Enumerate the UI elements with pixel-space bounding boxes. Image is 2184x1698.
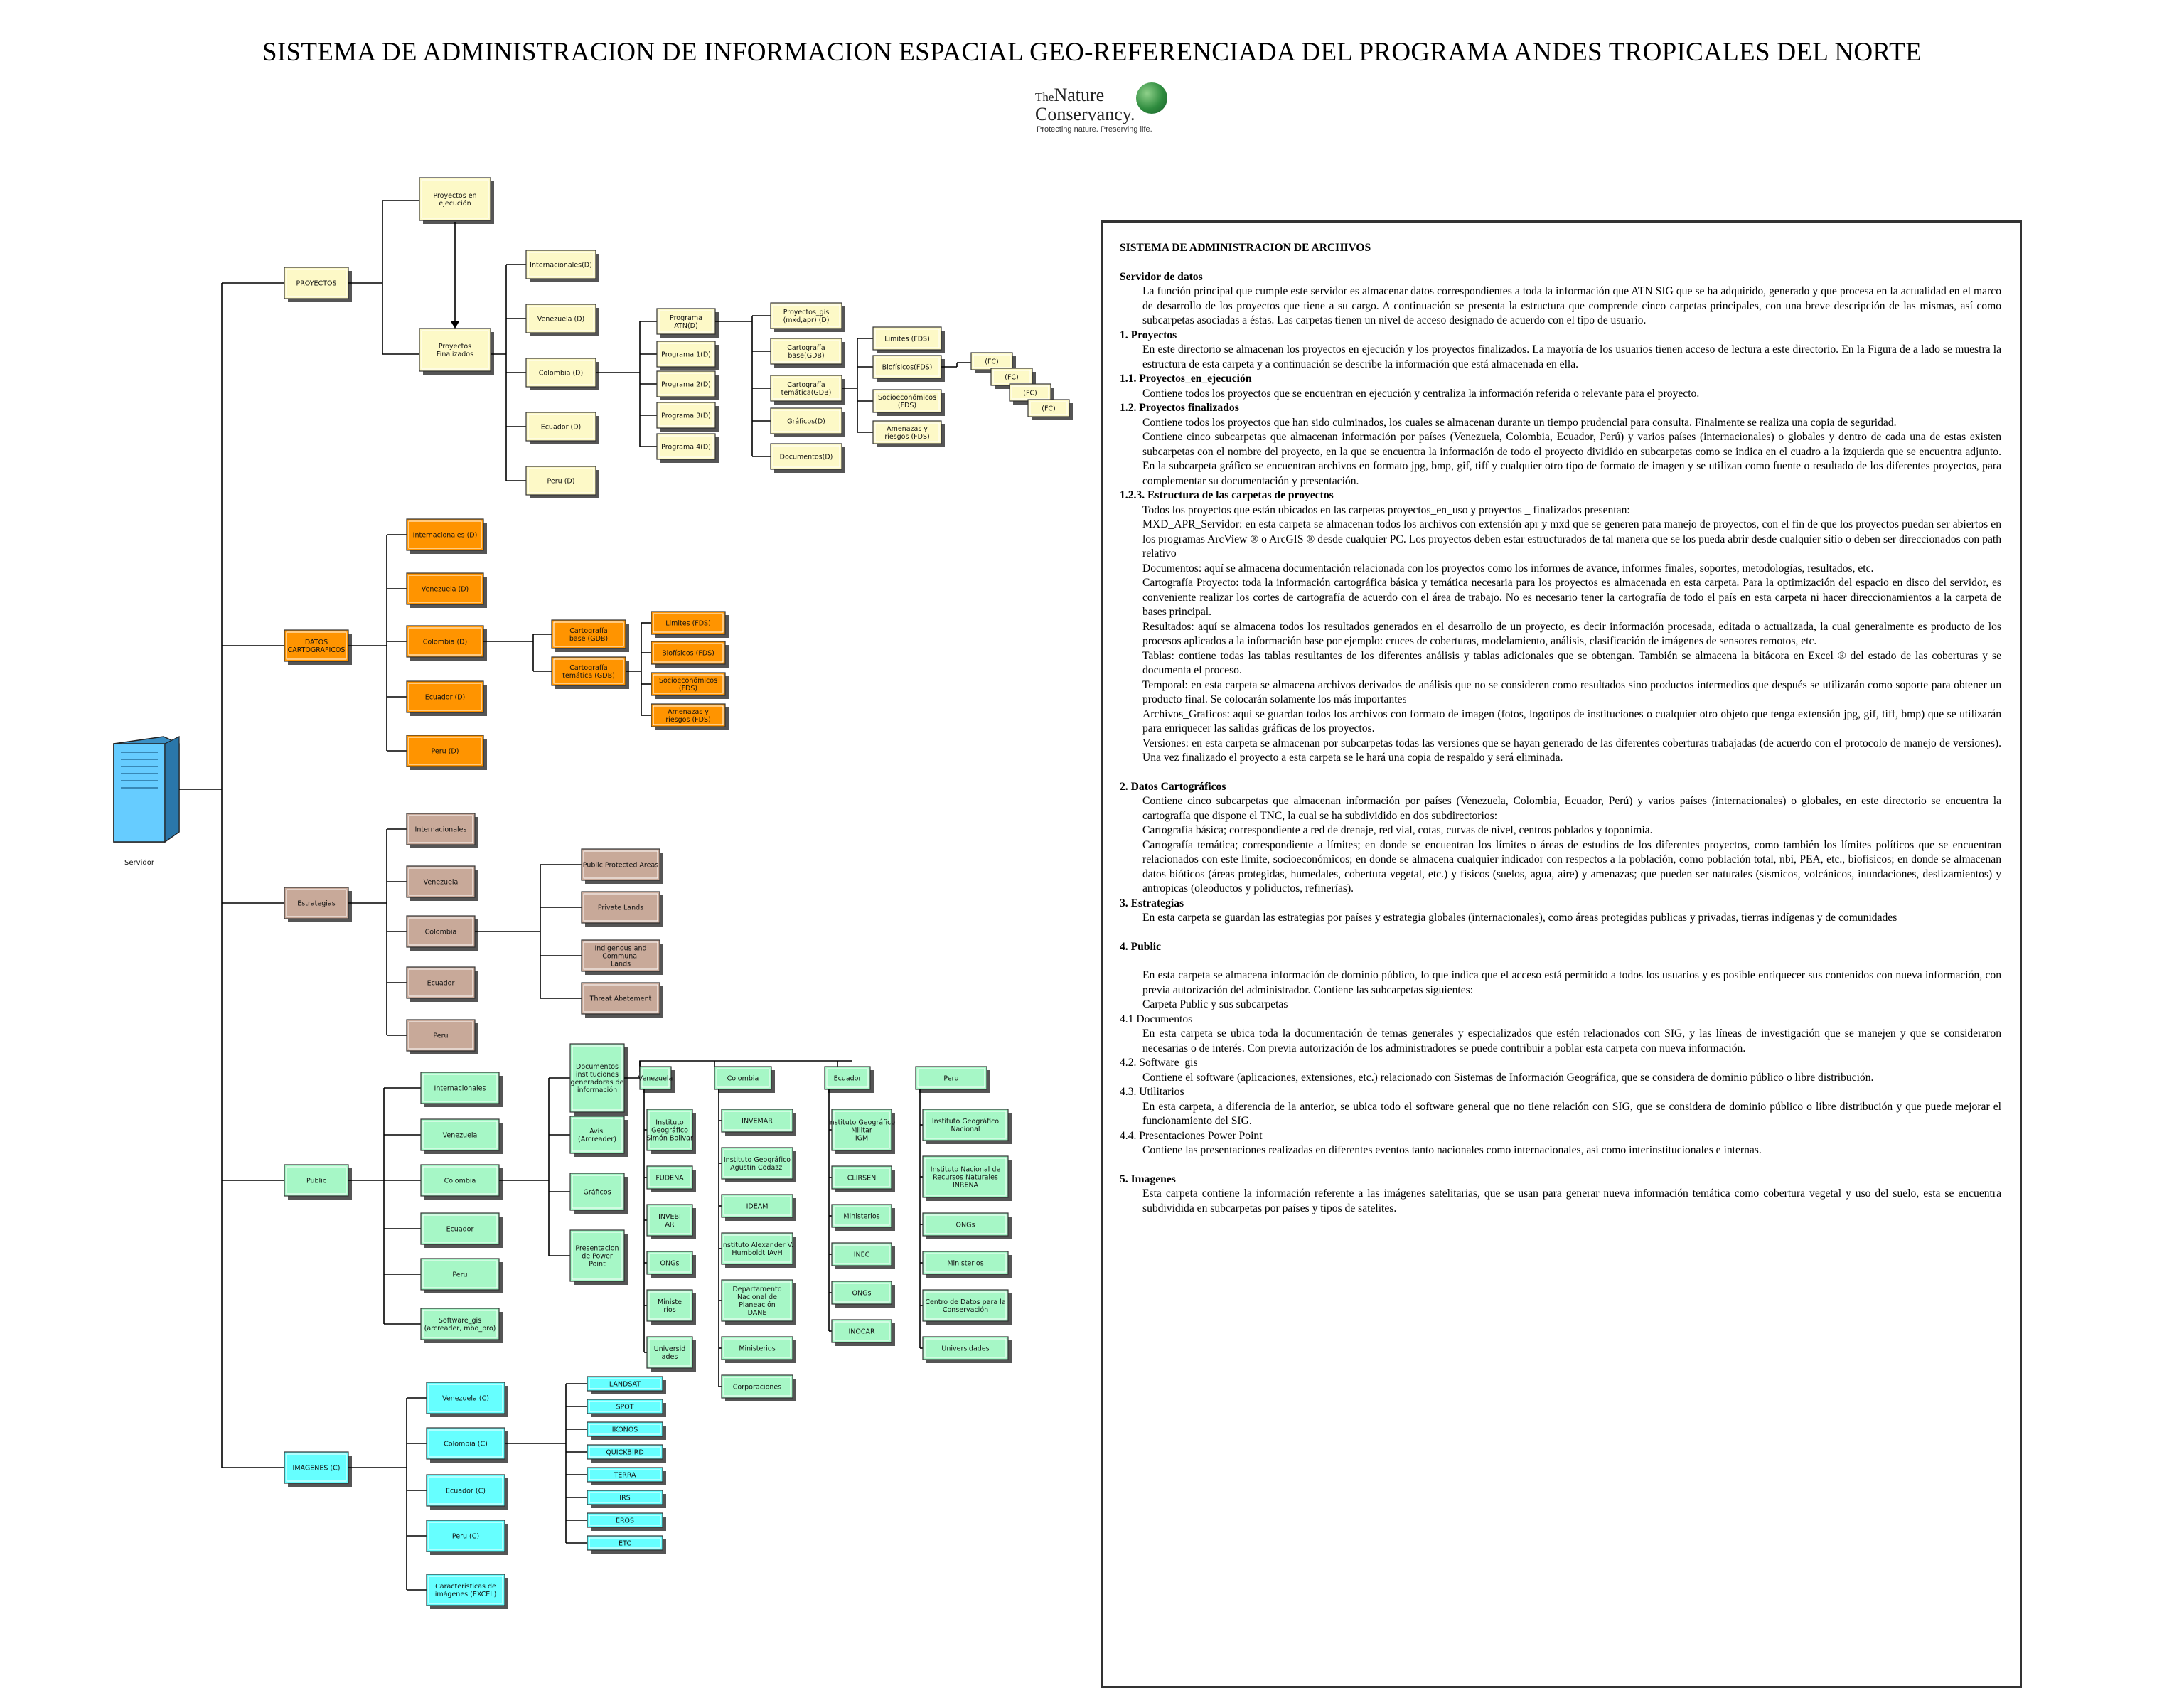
folder-label: (FC) (1023, 389, 1037, 397)
folder-label: Venezuela (442, 1131, 478, 1140)
folder-label: Departamento (732, 1286, 782, 1293)
folder-label: Programa 4(D) (661, 443, 711, 452)
tematica-folder[interactable] (651, 641, 729, 668)
folder-label: (FDS) (678, 685, 698, 693)
folder-label: Public (306, 1177, 327, 1185)
folder-label: Finalizados (436, 351, 474, 358)
panel-paragraph: Carpeta Public y sus subcarpetas (1142, 998, 1288, 1010)
folder-proyectos-finalizados[interactable] (419, 329, 494, 375)
public-doc-folder[interactable] (570, 1116, 628, 1157)
public-peru-item[interactable] (923, 1109, 1012, 1144)
folder-label: Limites (FDS) (884, 335, 930, 343)
panel-paragraph (1120, 766, 2001, 780)
folder-label: Centro de Datos para la (925, 1298, 1006, 1306)
folder-label: instituciones (575, 1071, 619, 1079)
satellite-folder[interactable] (587, 1377, 666, 1394)
folder-label: ONGs (852, 1289, 872, 1298)
folder-label: Communal (602, 952, 639, 961)
estrategia-folder[interactable] (582, 892, 663, 927)
country-folder[interactable] (407, 813, 478, 848)
satellite-folder[interactable] (587, 1445, 666, 1463)
country-folder[interactable] (407, 681, 487, 716)
public-colombia-header[interactable] (714, 1067, 775, 1093)
folder-label: SPOT (616, 1403, 634, 1411)
folder-label: Colombia (424, 928, 457, 936)
folder-label: temática (GDB) (562, 672, 615, 680)
program-folder[interactable] (657, 309, 719, 338)
project-subfolder[interactable] (771, 444, 845, 473)
folder-label: Programa (670, 314, 702, 322)
folder-label: PROYECTOS (296, 279, 337, 288)
folder-label: base(GDB) (788, 352, 825, 360)
country-folder[interactable] (421, 1119, 503, 1154)
folder-label: CLIRSEN (847, 1174, 877, 1182)
folder-label: Internacionales (D) (412, 531, 478, 540)
public-ecuador-item[interactable] (832, 1205, 895, 1231)
public-venezuela-header[interactable] (638, 1067, 675, 1093)
project-subfolder[interactable] (771, 338, 845, 368)
estrategia-folder[interactable] (582, 940, 663, 975)
panel-paragraph: Versiones: en esta carpeta se almacenan por subcarpetas todas las versiones que se hayan generado de las diferentes coberturas trabajadas (de acuerdo con el protocolo de manejo de versiones). Una vez finalizado el proyecto a esta carpeta se le hará una copia de respaldo y será eliminada. (1142, 737, 2001, 764)
satellite-folder[interactable] (587, 1536, 666, 1554)
folder-label: Avisi (589, 1128, 605, 1136)
folder-label: Documentos (576, 1063, 619, 1071)
panel-paragraph: 4.1 Documentos (1120, 1013, 1193, 1025)
panel-section-heading: 3. Estrategias (1120, 897, 1184, 909)
panel-paragraph: Contiene cinco subcarpetas que almacenan información por países (Venezuela, Colombia, Ecuador, Perú) y varios países (internacionales) o globales y dentro de cada una de estas existen subcarpetas con el nombre del proyecto, en la que se encuentra la información de todo el proyecto dividido en subcarpetas como se indica en el cuadro a la izquierda que se encuentra adjunto. En la subcarpeta gráfico se encuentran archivos en formato jpg, bmp, gif, tiff y cualquier otro tipo de formato de imagen y se utilizan como fuente o resultado de los diferentes proyectos, para complementar su documentación y presentación. (1142, 431, 2001, 487)
folder-label: (arcreader, mbo_pro) (424, 1325, 496, 1333)
folder-label: Instituto Geográfico (723, 1156, 791, 1164)
folder-label: Ecuador (C) (446, 1487, 486, 1495)
folder-label: INVEBI (658, 1213, 681, 1221)
public-ecuador-item[interactable] (832, 1166, 895, 1192)
public-venezuela-item[interactable] (647, 1166, 696, 1192)
top-folder[interactable] (284, 630, 352, 665)
folder-label: Gráficos(D) (787, 417, 825, 426)
public-ecuador-item[interactable] (832, 1243, 895, 1269)
folder-label: Peru (C) (451, 1532, 480, 1541)
project-subfolder[interactable] (771, 408, 845, 437)
folder-label: INRENA (952, 1181, 979, 1190)
folder-label: LANDSAT (609, 1380, 641, 1389)
folder-label: AR (665, 1221, 675, 1229)
server-icon (114, 737, 179, 842)
public-colombia-item[interactable] (722, 1280, 796, 1325)
folder-label: Biofísicos(FDS) (882, 363, 933, 372)
panel-section-heading: 5. Imagenes (1120, 1173, 1176, 1185)
folder-label: ONGs (956, 1221, 975, 1229)
folder-label: Peru (433, 1032, 449, 1040)
public-colombia-item[interactable] (722, 1195, 796, 1221)
panel-section-heading: 1. Proyectos (1120, 329, 1177, 341)
folder-label: Instituto Alexander V. (721, 1242, 793, 1249)
server-label: Servidor (124, 859, 154, 867)
nature-conservancy-logo: TheNature Conservancy. Protecting nature. Preserving life. (1031, 77, 1187, 138)
public-venezuela-item[interactable] (647, 1290, 696, 1325)
folder-label: Caracteristicas de (435, 1583, 496, 1591)
folder-label: información (577, 1086, 618, 1094)
public-peru-item[interactable] (923, 1156, 1012, 1201)
panel-paragraph: En este directorio se almacenan los proyectos en ejecución y los proyectos finalizados. La mayoría de los usuarios tienen acceso de lectura a este directorio. En la Figura de a lado se muestra la estructura de esta carpeta y a continuación se describe la información que está almacenada en ella. (1142, 343, 2001, 370)
folder-label: Instituto Geográfico (931, 1118, 1000, 1126)
country-folder[interactable] (526, 304, 599, 336)
folder-label: Geográfico (651, 1126, 688, 1135)
panel-section-heading: 1.2. Proyectos finalizados (1120, 402, 1239, 414)
tematica-folder[interactable] (873, 421, 945, 447)
folder-label: Simón Bolivar (646, 1134, 693, 1143)
folder-label: Ministerios (739, 1345, 776, 1353)
folder-label: Ecuador (446, 1225, 474, 1234)
country-folder[interactable] (421, 1165, 503, 1200)
country-folder[interactable] (421, 1213, 503, 1248)
panel-paragraph: Tablas: contiene todas las tablas resultantes de los diferentes análisis y tablas adicionales que se obtengan. También se almacena la bitácora en Excel ® del estado de las coberturas y se documenta el proceso. (1142, 649, 2001, 676)
project-subfolder[interactable] (771, 375, 845, 405)
folder-label: Proyectos_gis (783, 309, 830, 316)
public-venezuela-item[interactable] (647, 1337, 696, 1372)
folder-label: ejecución (439, 200, 471, 208)
public-venezuela-item[interactable] (647, 1251, 696, 1278)
folder-label: riesgos (FDS) (884, 433, 930, 441)
tematica-folder[interactable] (651, 612, 729, 638)
top-folder[interactable] (284, 887, 352, 922)
country-folder[interactable] (407, 735, 487, 770)
panel-section-heading: 4. Public (1120, 940, 1162, 953)
panel-section-heading: 2. Datos Cartográficos (1120, 780, 1226, 793)
folder-label: Ecuador (833, 1074, 862, 1083)
folder-label: Venezuela (D) (421, 585, 469, 594)
public-ecuador-header[interactable] (825, 1067, 874, 1093)
country-folder[interactable] (427, 1574, 508, 1609)
public-ecuador-item[interactable] (832, 1320, 895, 1346)
panel-paragraph: Cartografía Proyecto: toda la información cartográfica básica y temática necesaria para los proyectos es almacenada en esta carpeta. Para la optimización del espacio en disco del servidor, es conveniente realizar los cortes de cartografía de acuerdo con el área de trabajo. No es necesario tener la cartografía de todo el país en esta carpeta ni hacer direccionamientos a la carpeta de bases principal. (1142, 577, 2001, 618)
folder-label: QUICKBIRD (606, 1448, 644, 1457)
folder-label: Colombia (444, 1177, 476, 1185)
tematica-folder[interactable] (651, 704, 729, 730)
public-peru-header[interactable] (916, 1067, 990, 1093)
country-folder[interactable] (526, 466, 599, 498)
public-venezuela-item[interactable] (647, 1205, 696, 1239)
country-folder[interactable] (526, 358, 599, 390)
satellite-folder[interactable] (587, 1422, 666, 1440)
folder-label: Limites (FDS) (665, 619, 711, 628)
folder-label: EROS (615, 1517, 635, 1525)
panel-paragraph: Temporal: en esta carpeta se almacena archivos derivados de análisis que no se consideren como resultados sino productos intermedios que después se utilizarán como soporte para obtener un producto final. Se colocarán solamente los más importantes (1142, 678, 2001, 705)
folder-label: Proyectos (438, 343, 472, 351)
panel-paragraph: Contiene cinco subcarpetas que almacenan información por países (Venezuela, Colombia, Ecuador, Perú) y varios países (internacionales) o globales, en este directorio se encuentra la cartografía que dispone el TNC, la cual se ha subdividido en dos subdirectorios: (1142, 795, 2001, 822)
folder-label: Proyectos en (433, 192, 477, 200)
panel-section-heading: Servidor de datos (1120, 270, 1203, 283)
folder-label: Ecuador (D) (540, 423, 582, 432)
folder-label: Cartografía (569, 664, 608, 672)
folder-label: IKONOS (611, 1426, 638, 1434)
description-panel (1101, 220, 2022, 1688)
folder-label: Colombia (D) (422, 638, 468, 646)
public-colombia-item[interactable] (721, 1233, 796, 1268)
country-folder[interactable] (526, 250, 599, 282)
cartografia-folder[interactable] (552, 657, 629, 689)
public-doc-folder[interactable] (570, 1230, 628, 1285)
folder-label: Amenazas y (887, 425, 928, 433)
panel-section-heading: 1.1. Proyectos_en_ejecución (1120, 373, 1252, 385)
public-peru-item[interactable] (923, 1337, 1012, 1363)
panel-paragraph: En esta carpeta se guardan las estrategias por países y estrategia globales (internacionales), como áreas protegidas publicas y privadas, tierras indígenas y de comunidades (1142, 912, 1897, 924)
country-folder[interactable] (407, 916, 478, 951)
folder-label: Ecuador (427, 979, 455, 988)
tematica-folder[interactable] (873, 356, 945, 382)
folder-label: Agustín Codazzi (730, 1164, 784, 1172)
panel-paragraph (1120, 1158, 2001, 1173)
folder-label: Corporaciones (732, 1383, 782, 1392)
program-folder[interactable] (657, 434, 719, 463)
folder-label: Nacional de (737, 1293, 777, 1301)
country-folder[interactable] (407, 1020, 478, 1054)
folder-label: (FC) (1005, 373, 1019, 382)
folder-label: Programa 1(D) (661, 351, 711, 359)
country-folder[interactable] (427, 1382, 508, 1417)
folder-label: FUDENA (655, 1174, 684, 1182)
folder-label: (FC) (1042, 405, 1056, 413)
panel-paragraph: Esta carpeta contiene la información referente a las imágenes satelitarias, que se usan para generar nueva información temática como cobertura vegetal y uso del suelo, esta se encuentra subdividida en subcarpetas por países y tipos de satelites. (1142, 1187, 2001, 1214)
folder-label: (Arcreader) (578, 1136, 616, 1143)
folder-label: generadoras de (570, 1079, 624, 1086)
country-folder[interactable] (407, 519, 487, 554)
folder-label: Presentacion (575, 1244, 619, 1253)
top-folder[interactable] (284, 1452, 352, 1487)
folder-label: riesgos (FDS) (665, 716, 711, 724)
tematica-folder[interactable] (651, 673, 729, 699)
folder-label: IMAGENES (C) (292, 1464, 341, 1473)
panel-section-heading: 1.2.3. Estructura de las carpetas de proyectos (1120, 489, 1334, 501)
folder-label: Documentos(D) (779, 453, 833, 461)
folder-label: Lands (610, 960, 631, 968)
folder-label: Conservación (942, 1306, 989, 1314)
country-folder[interactable] (421, 1072, 503, 1107)
panel-paragraph: Resultados: aquí se almacena todos los resultados generados en el desarrollo de un proyecto, es decir información procesada, editada o actualizada, la cual generalmente es producto de los procesos aplicados a la información base por ejemplo: cruces de coberturas, modelamiento, análisis, clasificación de imágenes de sensores remotos, etc. (1142, 620, 2001, 647)
panel-paragraph: Archivos_Graficos: aquí se guardan todos los archivos con formato de imagen (fotos, logotipos de instituciones o cualquier otro objeto que tenga extensión jpg, gif, tiff, bmp) que se utilizarán para enriquecer las salidas gráficas de los proyectos. (1142, 708, 2001, 735)
panel-paragraph: En esta carpeta se ubica toda la documentación de temas generales y especializados que estén relacionados con SIG, y las líneas de investigación que se manejen y que se consideraron necesarias o de interés. Con previa autorización de los administradores se puede contribuir a poblar esta carpeta con nueva información. (1142, 1027, 2001, 1054)
folder-label: Ministerios (843, 1212, 880, 1221)
folder-label: (mxd,apr) (D) (783, 316, 830, 324)
folder-label: Threat Abatement (589, 995, 652, 1003)
folder-label: Biofísicos (FDS) (662, 649, 714, 658)
folder-label: ONGs (660, 1259, 680, 1268)
folder-label: Colombia (C) (444, 1440, 488, 1448)
folder-label: Peru (452, 1271, 468, 1279)
satellite-folder[interactable] (587, 1468, 666, 1485)
public-doc-folder[interactable] (570, 1044, 628, 1116)
folder-label: Cartografía (569, 627, 608, 635)
folder-label: Planeación (739, 1301, 776, 1309)
folder-label: Point (589, 1260, 606, 1269)
public-colombia-item[interactable] (722, 1109, 796, 1136)
arrow-head (451, 321, 459, 329)
country-folder[interactable] (407, 866, 478, 901)
estrategia-folder[interactable] (582, 849, 663, 884)
panel-paragraph: Todos los proyectos que están ubicados en las carpetas proyectos_en_uso y proyectos _ finalizados presentan: (1142, 503, 1630, 516)
folder-label: Peru (D) (547, 477, 575, 486)
country-folder[interactable] (421, 1308, 503, 1343)
tematica-folder[interactable] (873, 390, 945, 416)
folder-label: CARTOGRAFICOS (287, 646, 346, 654)
logo-tagline: Protecting nature. Preserving life. (1037, 125, 1152, 134)
folder-label: DANE (747, 1309, 767, 1317)
public-peru-item[interactable] (923, 1290, 1012, 1325)
public-colombia-item[interactable] (722, 1148, 796, 1182)
country-folder[interactable] (407, 967, 478, 1002)
folder-label: Colombia (D) (538, 369, 584, 378)
folder-label: Internacionales(D) (530, 261, 592, 269)
folder-label: Venezuela (D) (537, 315, 585, 324)
project-subfolder[interactable] (771, 303, 845, 332)
folder-label: base (GDB) (569, 635, 609, 643)
folder-label: TERRA (614, 1471, 636, 1480)
folder-label: imágenes (EXCEL) (434, 1591, 497, 1598)
folder-label: Recursos Naturales (933, 1173, 998, 1182)
folder-label: ATN(D) (674, 322, 698, 330)
folder-label: Militar (851, 1126, 872, 1135)
folder-label: Ecuador (D) (424, 693, 466, 702)
folder-label: Internacionales (434, 1084, 486, 1093)
folder-label: Venezuela (423, 878, 459, 887)
country-folder[interactable] (421, 1259, 503, 1293)
panel-paragraph: 4.3. Utilitarios (1120, 1086, 1184, 1098)
public-colombia-item[interactable] (722, 1337, 796, 1363)
folder-label: Programa 2(D) (661, 380, 711, 389)
folder-label: (FDS) (897, 402, 917, 410)
folder-label: Public Protected Areas (582, 861, 659, 870)
panel-paragraph: Cartografía temática; correspondiente a límites; en donde se encuentran los límites o áreas de estudios de los diferentes proyectos, como también los límites políticos que se encuentran relacionados con este límite, socioeconómicos; en donde se almacena cualquier indicador con respectos a la población, como población total, nbi, PEA, etc., biofísicos; en donde se almacenan datos bióticos (áreas protegidas, humedales, cobertura vegetal, etc.) y físicos (suelos, agua, aire) y amenazas; que pueden ser naturales (sísmicos, volcánicos, inundaciones, deslizamientos) y antropicas (oleoductos y poliductos, refinerías). (1142, 838, 2001, 895)
folder-label: INOCAR (848, 1328, 875, 1336)
program-folder[interactable] (657, 371, 719, 400)
folder-label: Indigenous and (594, 944, 647, 953)
folder-label: Universid (653, 1345, 686, 1353)
folder-label: IRS (619, 1494, 631, 1502)
cartografia-folder[interactable] (552, 620, 629, 652)
folder-label: Private Lands (597, 904, 644, 912)
panel-paragraph: En esta carpeta se almacena información de dominio público, lo que indica que el acceso está permitido a todos los usuarios y es posible enriquecer sus contenidos con nueva información, con previa autorización del administrador. Contiene las subcarpetas siguientes: (1142, 969, 2001, 996)
folder-label: Peru (D) (431, 747, 459, 756)
folder-label: INEC (853, 1251, 870, 1259)
estrategia-folder[interactable] (582, 983, 663, 1018)
panel-paragraph: Contiene las presentaciones realizadas en diferentes eventos tanto nacionales como internacionales, así como interinstitucionales e internas. (1142, 1144, 1762, 1156)
top-folder[interactable] (284, 1165, 352, 1200)
panel-paragraph: Contiene todos los proyectos que se encuentran en ejecución y centraliza la información referida o relevante para el proyecto. (1142, 387, 1700, 400)
folder-label: Cartografía (787, 344, 825, 352)
panel-paragraph: Contiene todos los proyectos que han sido culminados, los cuales se almacenan durante un tiempo prudencial para consulta. Finalmente se realiza una copia de seguridad. (1142, 416, 1897, 429)
panel-paragraph: Contiene el software (aplicaciones, extensiones, etc.) relacionado con Sistemas de Información Geográfica, que se considera de dominio público o libre distribución. (1142, 1071, 1874, 1084)
folder-label: Peru (943, 1074, 959, 1083)
folder-label: Amenazas y (668, 708, 709, 716)
folder-label: de Power (582, 1252, 613, 1261)
folder-label: temática(GDB) (781, 389, 832, 397)
folder-label: Venezuela (638, 1074, 673, 1083)
folder-label: Instituto Nacional de (930, 1165, 1001, 1174)
folder-label: ETC (619, 1539, 631, 1548)
satellite-folder[interactable] (587, 1399, 666, 1417)
country-folder[interactable] (427, 1520, 508, 1555)
public-peru-item[interactable] (923, 1213, 1012, 1239)
country-folder[interactable] (407, 573, 487, 608)
country-folder[interactable] (407, 626, 487, 661)
country-folder[interactable] (427, 1428, 508, 1463)
folder-label: Ministerios (947, 1259, 984, 1268)
folder-label: Programa 3(D) (661, 412, 711, 420)
folder-label: Internacionales (414, 826, 467, 834)
panel-paragraph: 4.4. Presentaciones Power Point (1120, 1129, 1263, 1142)
folder-label: INVEMAR (742, 1117, 773, 1126)
public-venezuela-item[interactable] (646, 1109, 696, 1154)
folder-label: Humboldt IAvH (732, 1249, 783, 1257)
panel-paragraph (1120, 954, 2001, 968)
panel-paragraph: Documentos: aquí se almacena documentación relacionada con los proyectos como los informes de avance, informes finales, soportes, metodologías, resultados, etc. (1142, 562, 1874, 575)
panel-paragraph: En esta carpeta, a diferencia de la anterior, se ubica todo el software general que no tiene relación con SIG, que se considera de dominio público o libre distribución y que puede mejorar el funcionamiento del SIG. (1142, 1100, 2001, 1127)
panel-paragraph: La función principal que cumple este servidor es almacenar datos correspondientes a toda la información que ATN SIG que se ha adquirido, generado y que procesa en la actualidad en el marco de desarrollo de los proyectos que tiene a su cargo. A continuación se presenta la estructura que comprende cinco carpetas principales, con una breve descripción de las mismas, así como subcarpetas asociadas a éstas. Las carpetas tienen un nivel de acceso designado de acuerdo con el tipo de usuario. (1142, 285, 2001, 326)
folder-label: Socioeconómicos (877, 394, 937, 402)
tematica-folder[interactable] (873, 327, 945, 353)
public-ecuador-item[interactable] (832, 1281, 895, 1308)
folder-label: Gráficos (583, 1188, 611, 1197)
folder-label: Socioeconómicos (658, 677, 718, 685)
folder-label: IDEAM (746, 1202, 769, 1211)
folder-label: Colombia (727, 1074, 759, 1083)
panel-heading: SISTEMA DE ADMINISTRACION DE ARCHIVOS (1120, 242, 1371, 254)
folder-label: IGM (855, 1134, 869, 1143)
public-peru-item[interactable] (923, 1251, 1012, 1278)
folder-label: (FC) (985, 358, 999, 366)
panel-paragraph: 4.2. Software_gis (1120, 1057, 1198, 1069)
folder-label: ades (661, 1353, 678, 1361)
program-folder[interactable] (657, 341, 719, 370)
top-folder[interactable] (284, 267, 352, 302)
folder-label: rios (663, 1306, 676, 1314)
folder-label: Estrategias (297, 899, 336, 908)
country-folder[interactable] (526, 412, 599, 444)
folder-label: Instituto (655, 1118, 684, 1127)
panel-paragraph: Cartografía básica; correspondiente a red de drenaje, red vial, cotas, curvas de nivel, centros poblados y toponimia. (1142, 824, 1653, 836)
folder-label: Venezuela (C) (442, 1394, 489, 1403)
folder-label: Instituto Geográfico (828, 1118, 896, 1127)
page-title: SISTEMA DE ADMINISTRACION DE INFORMACION ESPACIAL GEO-REFERENCIADA DEL PROGRAMA ANDES TROPICALES DEL NORTE (262, 38, 1922, 67)
folder-label: Software_gis (438, 1317, 482, 1325)
feature-class-box[interactable] (1028, 400, 1073, 420)
folder-label: Universidades (941, 1345, 990, 1353)
folder-proyectos-en-ejecucion[interactable] (419, 178, 494, 224)
public-colombia-item[interactable] (722, 1375, 796, 1401)
public-doc-folder[interactable] (570, 1173, 628, 1214)
folder-label: Cartografía (787, 381, 825, 389)
folder-label: Ministe (657, 1298, 682, 1306)
panel-paragraph: MXD_APR_Servidor: en esta carpeta se almacenan todos los archivos con extensión apr y mxd que se generen para manejo de proyectos, con el fin de que los proyectos puedan ser abiertos en los programas ArcView ® o ArcGIS ® desde cualquier PC. Los proyectos deben estar estructurados de tal manera que se los pueda abrir desde cualquier sitio o deben ser direccionados con path relativo (1142, 518, 2001, 560)
panel-paragraph (1120, 926, 2001, 940)
folder-label: DATOS (304, 639, 328, 646)
satellite-folder[interactable] (587, 1513, 666, 1531)
public-ecuador-item[interactable] (828, 1109, 895, 1154)
satellite-folder[interactable] (587, 1490, 666, 1508)
program-folder[interactable] (657, 402, 719, 432)
country-folder[interactable] (427, 1475, 508, 1510)
folder-label: Nacional (951, 1126, 980, 1133)
